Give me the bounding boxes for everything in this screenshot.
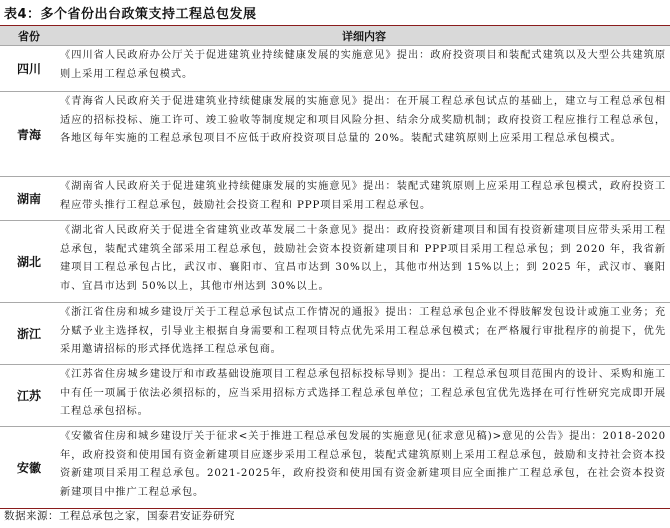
- table-row: [0, 46, 670, 92]
- table-row: [0, 221, 670, 303]
- table-header: [0, 26, 670, 46]
- detail-cell: 《湖南省人民政府关于促进建筑业持续健康发展的实施意见》提出：装配式建筑原则上应采用工程总承包模式，政府投资工程应带头推行工程总承包，鼓励社会投资工程和 PPP项目采用工程总承包。: [60, 181, 666, 211]
- detail-cell: 《四川省人民政府办公厅关于促进建筑业持续健康发展的实施意见》提出：政府投资项目和装配式建筑以及大型公共建筑原则上采用工程总承包模式。: [60, 50, 666, 80]
- province-cell: 湖北: [16, 255, 41, 269]
- detail-cell: 《青海省人民政府关于促进建筑业持续健康发展的实施意见》提出：在开展工程总承包试点的基础上，建立与工程总承包相适应的招标投标、施工许可、竣工验收等制度规定和项目风险分担、结余分成奖励机制；政府投资工程应推行工程总承包，各地区每年实施的工程总承包项目不应低于政府投资项目总量的 20%。装配式建筑原则上应采用工程总承包模式。: [60, 96, 666, 145]
- table-row: [0, 365, 670, 427]
- province-cell: 湖南: [16, 192, 41, 206]
- table-row: [0, 92, 670, 177]
- province-cell: 青海: [16, 127, 41, 142]
- province-cell: 安徽: [16, 461, 41, 475]
- table-title: 表4：多个省份出台政策支持工程总包发展: [4, 7, 257, 22]
- province-cell: 浙江: [16, 327, 41, 341]
- detail-cell: 《湖北省人民政府关于促进全省建筑业改革发展二十条意见》提出：政府投资新建项目和国有投资新建项目应带头采用工程总承包，装配式建筑全部采用工程总承包，鼓励社会资本投资新建项目和 PPP项目采用工程总承包；到 2020 年，我省新建项目工程总承包占比，武汉市、襄阳市、宜昌市达到 30%以上，其他市州达到 15%以上；到 2025 年，武汉市、襄阳市、宜昌市达到 50%以上，其他市州达到 30%以上。: [60, 225, 666, 292]
- detail-cell: 《安徽省住房和城乡建设厅关于征求<关于推进工程总承包发展的实施意见(征求意见稿)>意见的公告》提出：2018-2020年，政府投资和使用国有资金新建项目应逐步采用工程总承包，装配式建筑原则上采用工程总承包，鼓励和支持社会资本投资新建项目采用工程总承包。2021-2025年，政府投资和使用国有资金新建项目应全面推广工程总承包，在社会资本投资新建项目中推广工程总承包。: [60, 431, 666, 498]
- table-row: [0, 177, 670, 221]
- province-cell: 江苏: [16, 389, 41, 403]
- table-row: [0, 303, 670, 365]
- detail-cell: 《浙江省住房和城乡建设厅关于工程总承包试点工作情况的通报》提出：工程总承包企业不得肢解发包设计或施工业务；充分赋予业主选择权，引导业主根据自身需要和工程项目特点优先采用工程总承包模式；在严格履行审批程序的前提下，优先采用邀请招标的形式择优选择工程总承包商。: [60, 307, 666, 356]
- policy-table: [0, 25, 670, 509]
- header-province: 省份: [18, 29, 40, 43]
- detail-cell: 《江苏省住房城乡建设厅和市政基础设施项目工程总承包招标投标导则》提出：工程总承包项目范围内的设计、采购和施工中有任一项属于依法必须招标的，应当采用招标方式选择工程总承包单位；工程总承包宜优先选择在可行性研究完成即开展工程总承包招标。: [60, 369, 666, 418]
- data-source-note: 数据来源：工程总承包之家，国泰君安证券研究: [4, 510, 235, 522]
- header-detail: 详细内容: [342, 29, 386, 43]
- province-cell: 四川: [16, 62, 41, 76]
- table-row: [0, 427, 670, 509]
